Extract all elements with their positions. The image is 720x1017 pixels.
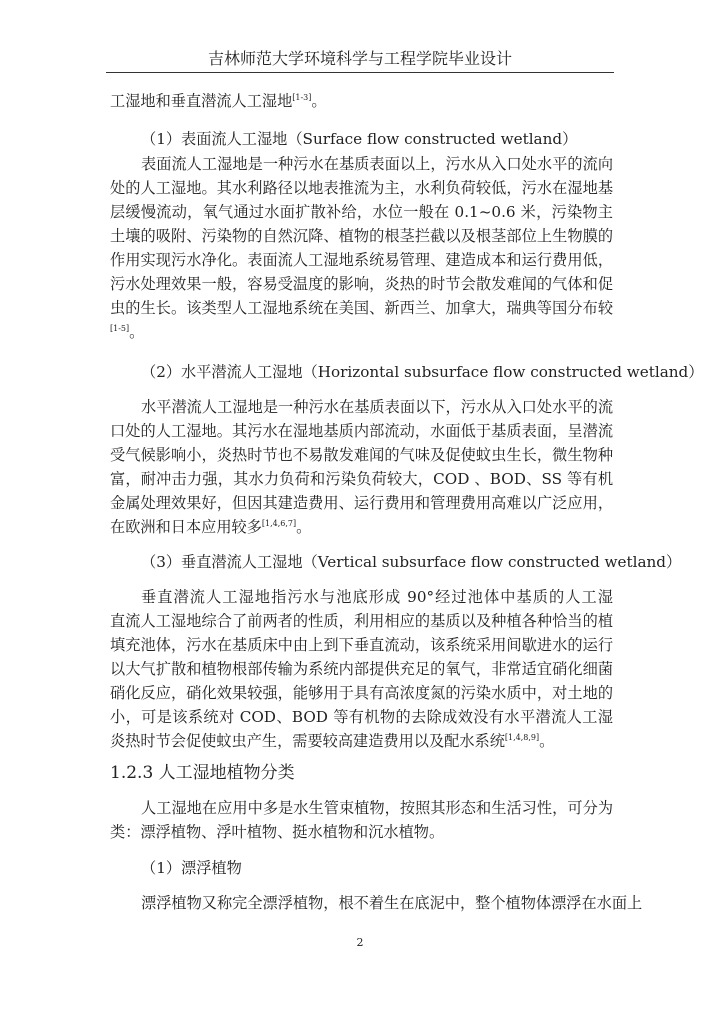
line-text: 水平潜流人工湿地是一种污水在基质表面以下，污水从入口处水平的流 xyxy=(141,398,613,416)
heading-floating xyxy=(110,856,613,880)
line-text: 垂直潜流人工湿地指污水与池底形成 90°经过池体中基质的人工湿 xyxy=(141,588,613,606)
citation-ref: [1,4,6,7] xyxy=(261,519,297,528)
para-vertical xyxy=(110,585,613,753)
text-line xyxy=(110,796,613,820)
text-line xyxy=(110,296,613,320)
subheading-line xyxy=(110,550,682,574)
text-line xyxy=(110,891,643,915)
text-line xyxy=(110,467,613,491)
line-text: 作用实现污水净化。表面流人工湿地系统易管理、建造成本和运行费用低， xyxy=(110,251,613,269)
text-line xyxy=(110,248,613,272)
line-tail: 。 xyxy=(311,92,327,110)
heading-vertical xyxy=(110,550,682,574)
line-tail: 。 xyxy=(539,732,555,750)
line-text: （1）漂浮植物 xyxy=(141,859,242,877)
text-line xyxy=(110,320,613,344)
page-number: 2 xyxy=(356,936,364,949)
line-text: （1）表面流人工湿地（Surface flow constructed wetland） xyxy=(141,130,578,148)
text-line xyxy=(110,609,613,633)
line-text: 类：漂浮植物、浮叶植物、挺水植物和沉水植物。 xyxy=(110,823,445,841)
subheading-line xyxy=(110,856,613,880)
line-tail: 。 xyxy=(296,518,312,536)
text-line xyxy=(110,585,613,609)
line-text: （3）垂直潜流人工湿地（Vertical subsurface flow constructed wetland） xyxy=(141,553,682,571)
line-text: 填充池体，污水在基质床中由上到下垂直流动，该系统采用间歇进水的运行 xyxy=(110,636,613,654)
section-heading xyxy=(110,761,613,785)
header-rule xyxy=(106,72,614,73)
line-text: 工湿地和垂直潜流人工湿地 xyxy=(110,92,293,110)
heading-surface xyxy=(110,127,613,151)
section-title: 人工湿地植物分类 xyxy=(153,763,295,783)
line-text: 直流人工湿地综合了前两者的性质，利用相应的基质以及种植各种恰当的植 xyxy=(110,612,613,630)
line-text: 以大气扩散和植物根部传输为系统内部提供充足的氧气，非常适宜硝化细菌 xyxy=(110,660,613,678)
line-text: 虫的生长。该类型人工湿地系统在美国、新西兰、加拿大，瑞典等国分布较 xyxy=(110,299,613,317)
intro-tail xyxy=(110,89,613,113)
line-text: 表面流人工湿地是一种污水在基质表面以上，污水从入口处水平的流向 xyxy=(141,155,613,173)
text-line xyxy=(110,491,613,515)
text-line xyxy=(110,419,613,443)
section-heading-text xyxy=(110,761,613,785)
subheading-line xyxy=(110,360,704,384)
citation-ref: [1-3] xyxy=(292,93,312,102)
line-text: （2）水平潜流人工湿地（Horizontal subsurface flow constructed wetland） xyxy=(141,363,704,381)
text-line xyxy=(110,272,613,296)
text-line xyxy=(110,89,613,113)
line-text: 硝化反应，硝化效果较强，能够用于具有高浓度氮的污染水质中，对土地的 xyxy=(110,684,613,702)
line-text: 层缓慢流动，氧气通过水面扩散补给，水位一般在 0.1~0.6 米，污染物主 xyxy=(110,203,613,221)
text-line xyxy=(110,633,613,657)
subheading-line xyxy=(110,127,613,151)
section-number: 1.2.3 xyxy=(110,763,154,783)
para-surface xyxy=(110,152,613,344)
text-line xyxy=(110,515,613,539)
line-text: 受气候影响小，炎热时节也不易散发难闻的气味及促使蚊虫生长，微生物种 xyxy=(110,446,613,464)
line-text: 口处的人工湿地。其污水在湿地基质内部流动，水面低于基质表面，呈潜流 xyxy=(110,422,613,440)
text-line xyxy=(110,729,613,753)
line-text: 人工湿地在应用中多是水生管束植物，按照其形态和生活习性，可分为 xyxy=(141,799,613,817)
heading-horizontal xyxy=(110,360,704,384)
line-text: 小，可是该系统对 COD、BOD 等有机物的去除成效没有水平潜流人工湿 xyxy=(110,708,613,726)
line-text: 富，耐冲击力强，其水力负荷和污染负荷较大，COD 、BOD、SS 等有机 xyxy=(110,470,613,488)
line-tail: 。 xyxy=(129,323,145,341)
para-horizontal xyxy=(110,395,613,539)
line-text: 土壤的吸附、污染物的自然沉降、植物的根茎拦截以及根茎部位上生物膜的 xyxy=(110,227,613,245)
line-text: 在欧洲和日本应用较多 xyxy=(110,518,262,536)
para-plants xyxy=(110,796,613,844)
text-line xyxy=(110,705,613,729)
text-line xyxy=(110,443,613,467)
text-line xyxy=(110,200,613,224)
text-line xyxy=(110,176,613,200)
line-text: 炎热时节会促使蚊虫产生，需要较高建造费用以及配水系统 xyxy=(110,732,505,750)
text-line xyxy=(110,820,613,844)
text-line xyxy=(110,224,613,248)
text-line xyxy=(110,152,613,176)
text-line xyxy=(110,395,613,419)
citation-ref: [1,4,8,9] xyxy=(504,733,540,742)
line-text: 处的人工湿地。其水利路径以地表推流为主，水利负荷较低，污水在湿地基 xyxy=(110,179,613,197)
text-line xyxy=(110,657,613,681)
citation-ref: [1-5] xyxy=(110,324,130,333)
line-text: 污水处理效果一般，容易受温度的影响，炎热的时节会散发难闻的气体和促 xyxy=(110,275,613,293)
line-text: 金属处理效果好，但因其建造费用、运行费用和管理费用高难以广泛应用， xyxy=(110,494,613,512)
running-header: 吉林师范大学环境科学与工程学院毕业设计 xyxy=(207,49,512,68)
para-floating xyxy=(110,891,643,915)
line-text: 漂浮植物又称完全漂浮植物，根不着生在底泥中，整个植物体漂浮在水面上 xyxy=(141,894,643,912)
text-line xyxy=(110,681,613,705)
